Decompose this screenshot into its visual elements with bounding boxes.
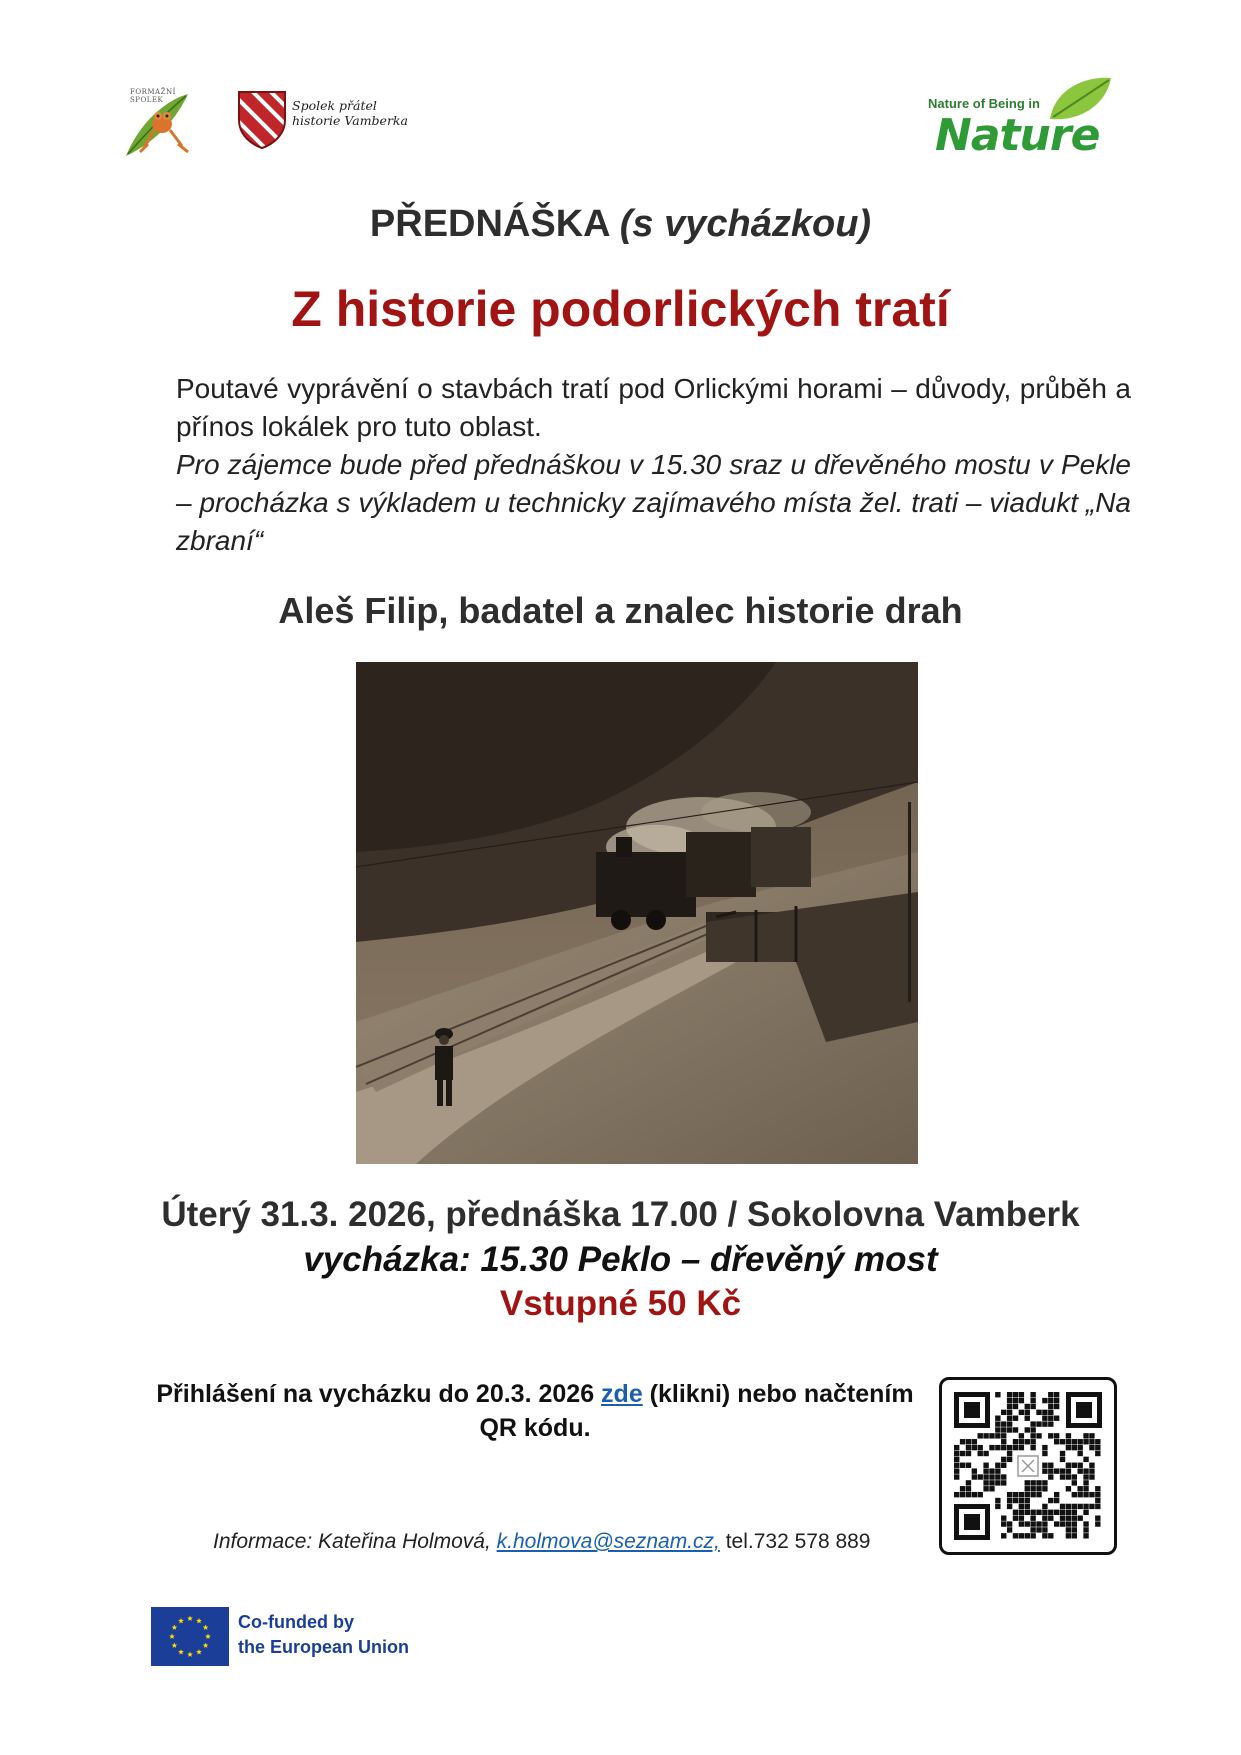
contact-label: Informace: Kateřina Holmová, <box>213 1530 497 1553</box>
lecture-heading <box>0 203 1241 246</box>
contact-email-link[interactable]: k.holmova@seznam.cz, <box>496 1530 720 1553</box>
frog-logo-caption: FORMAŽNÍ SPOLEK <box>130 88 176 104</box>
nature-logo-big: Nature <box>935 110 1100 161</box>
spolek-line2: historie Vamberka <box>292 113 408 128</box>
qr-code[interactable] <box>939 1377 1117 1555</box>
nature-logo <box>905 74 1115 164</box>
walk-time-line: vycházka: 15.30 Peklo – dřevěný most <box>303 1240 938 1279</box>
description-paragraph: Poutavé vyprávění o stavbách tratí pod Orlickými horami – důvody, průběh a přínos lokálek pro tuto oblast. <box>176 373 1131 442</box>
contact-phone: tel.732 578 889 <box>719 1530 871 1553</box>
registration-after: (klikni) nebo načtením QR kódu. <box>479 1380 914 1442</box>
eu-stars-icon <box>151 1607 229 1666</box>
eu-flag <box>151 1607 229 1666</box>
shield-icon <box>237 90 287 150</box>
nature-logo-small: Nature of Being in <box>928 96 1040 111</box>
registration-before: Přihlášení na vycházku do 20.3. 2026 <box>156 1380 602 1408</box>
spolek-line1: Spolek přátel <box>292 98 377 113</box>
event-date-line: Úterý 31.3. 2026, přednáška 17.00 / Sokolovna Vamberk <box>161 1195 1080 1234</box>
frog-logo <box>118 86 200 164</box>
train-photo-illustration <box>356 662 918 1164</box>
lecture-title: Z historie podorlických tratí <box>291 281 950 337</box>
registration-link[interactable]: zde <box>601 1380 643 1408</box>
lecture-sublabel: (s vycházkou) <box>619 203 872 245</box>
contact-info <box>213 1530 871 1554</box>
eu-line1: Co-funded by <box>238 1612 354 1632</box>
registration-text <box>145 1377 925 1445</box>
eu-cofunded-text <box>238 1610 409 1660</box>
walk-description-paragraph: Pro zájemce bude před přednáškou v 15.30 sraz u dřevěného mostu v Pekle – procházka s výkladem u technicky zajímavého místa žel. trati – viadukt „Na zbraní“ <box>176 449 1131 556</box>
spolek-logo-text <box>292 98 408 128</box>
spolek-shield-logo <box>237 90 287 150</box>
speaker-name: Aleš Filip, badatel a znalec historie drah <box>278 590 963 631</box>
qr-code-icon <box>942 1380 1114 1552</box>
admission-price: Vstupné 50 Kč <box>499 1284 742 1323</box>
eu-line2: the European Union <box>238 1637 409 1657</box>
historic-train-photo <box>356 662 918 1164</box>
lecture-label: PŘEDNÁŠKA <box>369 203 610 245</box>
